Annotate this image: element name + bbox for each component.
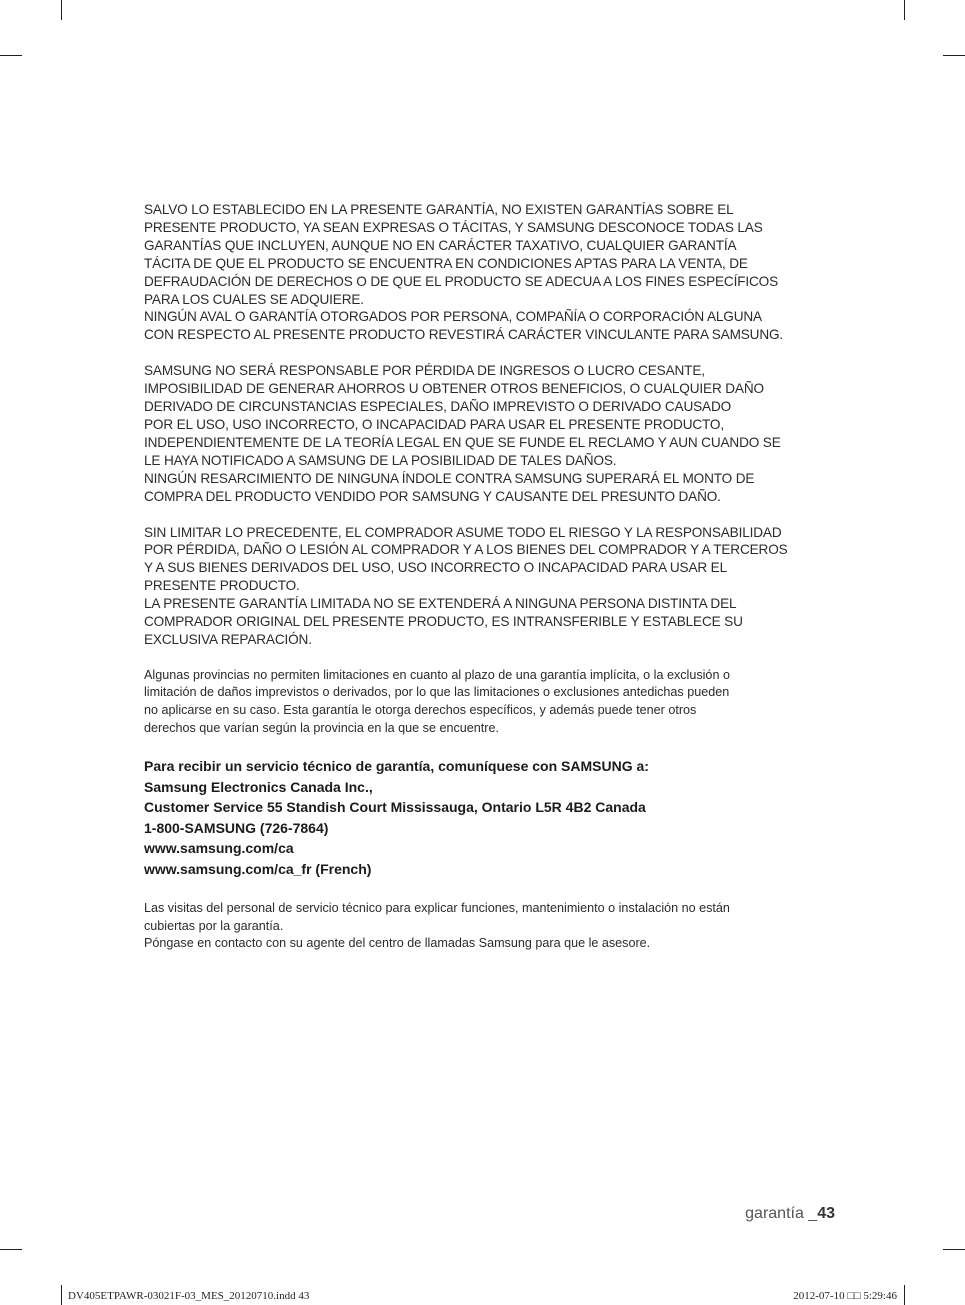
warranty-paragraph-1b: NINGÚN AVAL O GARANTÍA OTORGADOS POR PERSONA, COMPAÑÍA O CORPORACIÓN ALGUNA CON RESPECTO AL PRESENTE PRODUCTO REVESTIRÁ CARÁCTER VINCULANTE PARA SAMSUNG. <box>144 309 784 343</box>
crop-mark-right-top <box>943 55 965 56</box>
contact-address: Customer Service 55 Standish Court Mississauga, Ontario L5R 4B2 Canada <box>144 799 646 816</box>
crop-mark-top-right <box>904 0 905 20</box>
contact-web-link[interactable]: www.samsung.com/ca <box>144 840 294 857</box>
warranty-paragraph-2: SAMSUNG NO SERÁ RESPONSABLE POR PÉRDIDA DE INGRESOS O LUCRO CESANTE, IMPOSIBILIDAD DE GENERAR AHORROS U OBTENER OTROS BENEFICIOS, O CUALQUIER DAÑO DERIVADO DE CIRCUNSTANCIAS ESPECIALES, DAÑO IMPREVISTO O DERIVADO CAUSADO POR EL USO, USO INCORRECTO, O INCAPACIDAD PARA USAR EL PRESENTE PRODUCTO, INDEPENDIENTEMENTE DE LA TEORÍA LEGAL EN QUE SE FUNDE EL RECLAMO Y AUN CUANDO SE LE HAYA NOTIFICADO A SAMSUNG DE LA POSIBILIDAD DE TALES DAÑOS. <box>144 363 781 468</box>
crop-mark-bottom-right <box>904 1285 905 1305</box>
page-footer <box>745 1205 835 1223</box>
visit-note-2: Póngase en contacto con su agente del centro de llamadas Samsung para que le asesore. <box>144 936 651 951</box>
crop-mark-right-bottom <box>943 1249 965 1250</box>
contact-web-fr-link[interactable]: www.samsung.com/ca_fr (French) <box>144 860 372 877</box>
warranty-paragraph-3: SIN LIMITAR LO PRECEDENTE, EL COMPRADOR ASUME TODO EL RIESGO Y LA RESPONSABILIDAD POR PÉRDIDA, DAÑO O LESIÓN AL COMPRADOR Y A LOS BIENES DEL COMPRADOR Y A TERCEROS Y A SUS BIENES DERIVADOS DEL USO, USO INCORRECTO O INCAPACIDAD PARA USAR EL PRESENTE PRODUCTO. <box>144 524 788 594</box>
footer-section: garantía _ <box>745 1205 818 1222</box>
page-number: 43 <box>817 1205 835 1222</box>
contact-company: Samsung Electronics Canada Inc., <box>144 778 373 795</box>
warranty-paragraph-1: SALVO LO ESTABLECIDO EN LA PRESENTE GARANTÍA, NO EXISTEN GARANTÍAS SOBRE EL PRESENTE PRODUCTO, YA SEAN EXPRESAS O TÁCITAS, Y SAMSUNG DESCONOCE TODAS LAS GARANTÍAS QUE INCLUYEN, AUNQUE NO EN CARÁCTER TAXATIVO, CUALQUIER GARANTÍA TÁCITA DE QUE EL PRODUCTO SE ENCUENTRA EN CONDICIONES APTAS PARA LA VENTA, DE DEFRAUDACIÓN DE DERECHOS O DE QUE EL PRODUCTO SE ADECUA A LOS FINES ESPECÍFICOS PARA LOS CUALES SE ADQUIERE. <box>144 202 778 307</box>
warranty-text <box>144 201 844 953</box>
file-info: DV405ETPAWR-03021F-03_MES_20120710.indd 43 <box>68 1290 310 1302</box>
visit-note-1: Las visitas del personal de servicio técnico para explicar funciones, mantenimiento o instalación no están cubiertas por la garantía. <box>144 901 730 933</box>
contact-block <box>144 756 844 879</box>
crop-mark-top-left <box>61 0 62 20</box>
crop-mark-left-top <box>0 55 22 56</box>
print-date: 2012-07-10 □□ 5:29:46 <box>793 1290 897 1302</box>
warranty-paragraph-3b: LA PRESENTE GARANTÍA LIMITADA NO SE EXTENDERÁ A NINGUNA PERSONA DISTINTA DEL COMPRADOR ORIGINAL DEL PRESENTE PRODUCTO, ES INTRANSFERIBLE Y ESTABLECE SU EXCLUSIVA REPARACIÓN. <box>144 596 743 647</box>
warranty-paragraph-2b: NINGÚN RESARCIMIENTO DE NINGUNA ÍNDOLE CONTRA SAMSUNG SUPERARÁ EL MONTO DE COMPRA DEL PRODUCTO VENDIDO POR SAMSUNG Y CAUSANTE DEL PRESUNTO DAÑO. <box>144 470 755 504</box>
provinces-paragraph: Algunas provincias no permiten limitaciones en cuanto al plazo de una garantía implícita, o la exclusión o limitación de daños imprevistos o derivados, por lo que las limitaciones o exclusiones antedichas pueden no aplicarse en su caso. Esta garantía le otorga derechos específicos, y además puede tener otros derechos que varían según la provincia en la que se encuentre. <box>144 667 730 735</box>
contact-phone: 1-800-SAMSUNG (726-7864) <box>144 819 329 836</box>
contact-heading: Para recibir un servicio técnico de garantía, comuníquese con SAMSUNG a: <box>144 758 649 775</box>
crop-mark-bottom-left <box>61 1285 62 1305</box>
crop-mark-left-bottom <box>0 1249 22 1250</box>
